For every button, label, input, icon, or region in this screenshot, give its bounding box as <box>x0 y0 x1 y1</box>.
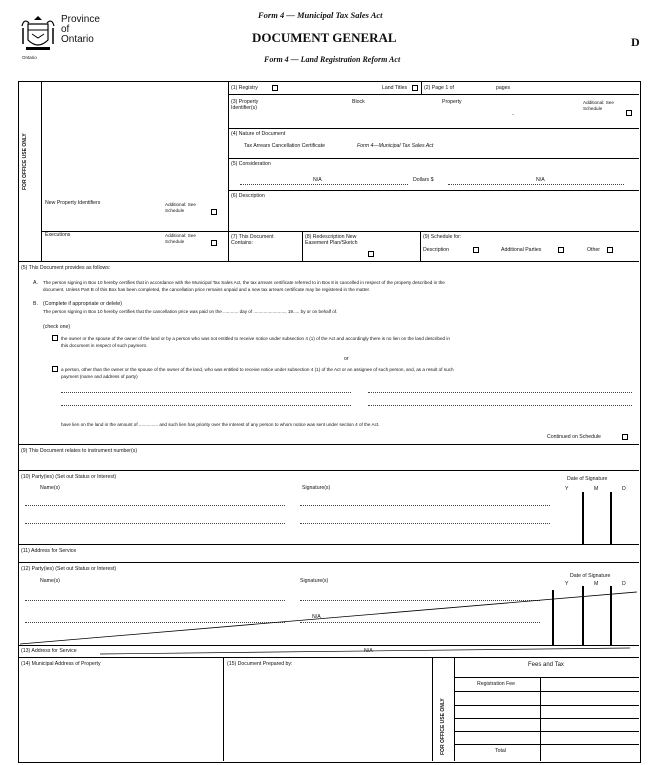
continued-on-schedule: Continued on Schedule <box>547 434 601 440</box>
check-one-label: (check one) <box>43 324 71 330</box>
registration-fee-label: Registration Fee <box>477 681 516 687</box>
office-schedule-checkbox-2[interactable] <box>211 240 217 246</box>
box8-redescription: (8) Redescription New Easement Plan/Sketch <box>305 234 358 246</box>
nature-value: Tax Arrears Cancellation Certificate <box>244 143 326 149</box>
box4-nature: (4) Nature of Document <box>231 131 286 137</box>
office-schedule-checkbox-1[interactable] <box>211 209 217 215</box>
dollars-label: Dollars $ <box>413 177 434 183</box>
block-label: Block <box>352 99 365 105</box>
schedule-other-label: Other <box>587 247 600 253</box>
party2-date-label: Date of Signature <box>570 573 611 579</box>
form-subtitle-top: Form 4 — Municipal Tax Sales Act <box>258 10 383 20</box>
party2-day-label: D <box>622 581 626 587</box>
part-a-text-1: The person signing in Box 10 hereby certifies that in accordance with the Municipal Tax Sales Act, the tax arrears certificate referred to in Box 8 is cancelled in respect of the property described in the <box>43 280 445 285</box>
option2-checkbox[interactable] <box>52 366 58 372</box>
land-titles-label: Land Titles <box>382 85 408 91</box>
part-b-label: B. <box>33 301 38 307</box>
provisions-heading: (5) This Document provides as follows: <box>21 265 111 271</box>
box9-relates: (9) This Document relates to instrument number(s) <box>21 448 138 454</box>
corner-letter: D <box>631 35 640 49</box>
schedule-additional-parties-label: Additional Parties <box>501 247 542 253</box>
page-title: DOCUMENT GENERAL <box>252 30 397 45</box>
box2-page: (2) Page 1 of <box>424 85 454 91</box>
form-subtitle-bottom: Form 4 — Land Registration Reform Act <box>264 55 401 64</box>
party1-signatures-label: Signature(s) <box>302 485 331 491</box>
box10-parties: (10) Party(ies) (Set out Status or Interest) <box>21 474 117 480</box>
box1-registry: (1) Registry <box>231 85 258 91</box>
address-strike-line <box>100 646 630 656</box>
lien-text: have lien on the land in the amount of ............... and such lien has priority over the interest of any person to whom notice was sent under section 4 of the Act. <box>61 422 380 427</box>
party2-na: N/A <box>312 614 321 620</box>
schedule-other-checkbox[interactable] <box>607 247 613 253</box>
option2-text-1: a person, other than the owner or the spouse of the owner of the land, who was entitled to receive notice under subsection 4 (1) of the Act or an assignee of such person, and, as a result of such <box>61 367 454 372</box>
part-b-heading: (Complete if appropriate or delete) <box>43 301 123 307</box>
box15-prepared-by: (15) Document Prepared by: <box>227 661 293 667</box>
bottom-office-use-label: FOR OFFICE USE ONLY <box>440 698 446 755</box>
province-label: Province of Ontario <box>61 14 100 45</box>
office-use-label: FOR OFFICE USE ONLY <box>22 133 28 190</box>
party1-date-label: Date of Signature <box>567 476 608 482</box>
continued-schedule-checkbox[interactable] <box>622 434 628 440</box>
total-label: Total <box>495 748 506 754</box>
part-a-label: A. <box>33 280 38 286</box>
new-property-identifiers: New Property Identifiers <box>45 200 101 206</box>
schedule-additional-parties-checkbox[interactable] <box>558 247 564 253</box>
party2-strike-line <box>18 590 639 646</box>
additional-see-schedule-1: Additional: See Schedule <box>165 202 196 213</box>
consideration-na-2: N/A <box>536 177 545 183</box>
box12-parties: (12) Party(ies) (Set out Status or Interest) <box>21 566 117 572</box>
option1-text-2: this document in respect of such payment. <box>61 343 148 348</box>
party2-names-label: Name(s) <box>40 578 60 584</box>
part-b-text: The person signing in Box 10 hereby certifies that the cancellation price was paid on the ............ day of ........................., 19..... by or on behalf of. <box>43 309 338 314</box>
schedule-description-label: Description <box>423 247 449 253</box>
party1-month-label: M <box>594 486 599 492</box>
party1-day-label: D <box>622 486 626 492</box>
box2-pages: pages <box>496 85 511 91</box>
property-schedule-checkbox[interactable] <box>626 110 632 116</box>
fees-and-tax: Fees and Tax <box>528 662 564 668</box>
additional-see-schedule-3: Additional: See Schedule <box>583 100 614 111</box>
crest-caption: Ontario <box>22 55 37 60</box>
box5-consideration: (5) Consideration <box>231 161 271 167</box>
part-a-text-2: document. Unless Part B of this Box has been completed, the cancellation price remains unpaid and a new tax arrears certificate may be registered in the matter. <box>43 287 371 292</box>
box13-address: (13) Address for Service <box>21 648 77 654</box>
party2-year-label: Y <box>565 581 569 587</box>
party1-names-label: Name(s) <box>40 485 60 491</box>
box14-municipal-address: (14) Municipal Address of Property <box>21 661 101 667</box>
box9-schedule-for: (9) Schedule for: <box>423 234 462 240</box>
or-label: or <box>344 356 349 362</box>
party2-signatures-label: Signature(s) <box>300 578 329 584</box>
box7-contains: (7) This Document Contains: <box>231 234 274 246</box>
party2-month-label: M <box>594 581 599 587</box>
option1-checkbox[interactable] <box>52 335 58 341</box>
box11-address: (11) Address for Service <box>21 548 77 554</box>
option1-text-1: the owner or the spouse of the owner of the land or by a person who was not entitled to receive notice under subsection 4 (1) of the Act and accordingly there is no lien on the land described in <box>61 336 450 341</box>
additional-see-schedule-2: Additional: See Schedule <box>165 233 196 244</box>
box3-property-identifiers: (3) Property Identifier(s) <box>231 99 259 111</box>
property-label: Property <box>442 99 462 105</box>
registry-checkbox[interactable] <box>272 85 278 91</box>
schedule-description-checkbox[interactable] <box>473 247 479 253</box>
land-titles-checkbox[interactable] <box>412 85 418 91</box>
party1-year-label: Y <box>565 486 569 492</box>
consideration-na-1: N/A <box>313 177 322 183</box>
box6-description: (6) Description <box>231 193 265 199</box>
nature-value-2: Form 4—Municipal Tax Sales Act <box>357 143 434 149</box>
option2-text-2: payment (name and address of party) <box>61 374 138 379</box>
ontario-crest <box>20 14 56 54</box>
executions-label: Executions <box>45 232 71 238</box>
redescription-checkbox[interactable] <box>368 251 374 257</box>
